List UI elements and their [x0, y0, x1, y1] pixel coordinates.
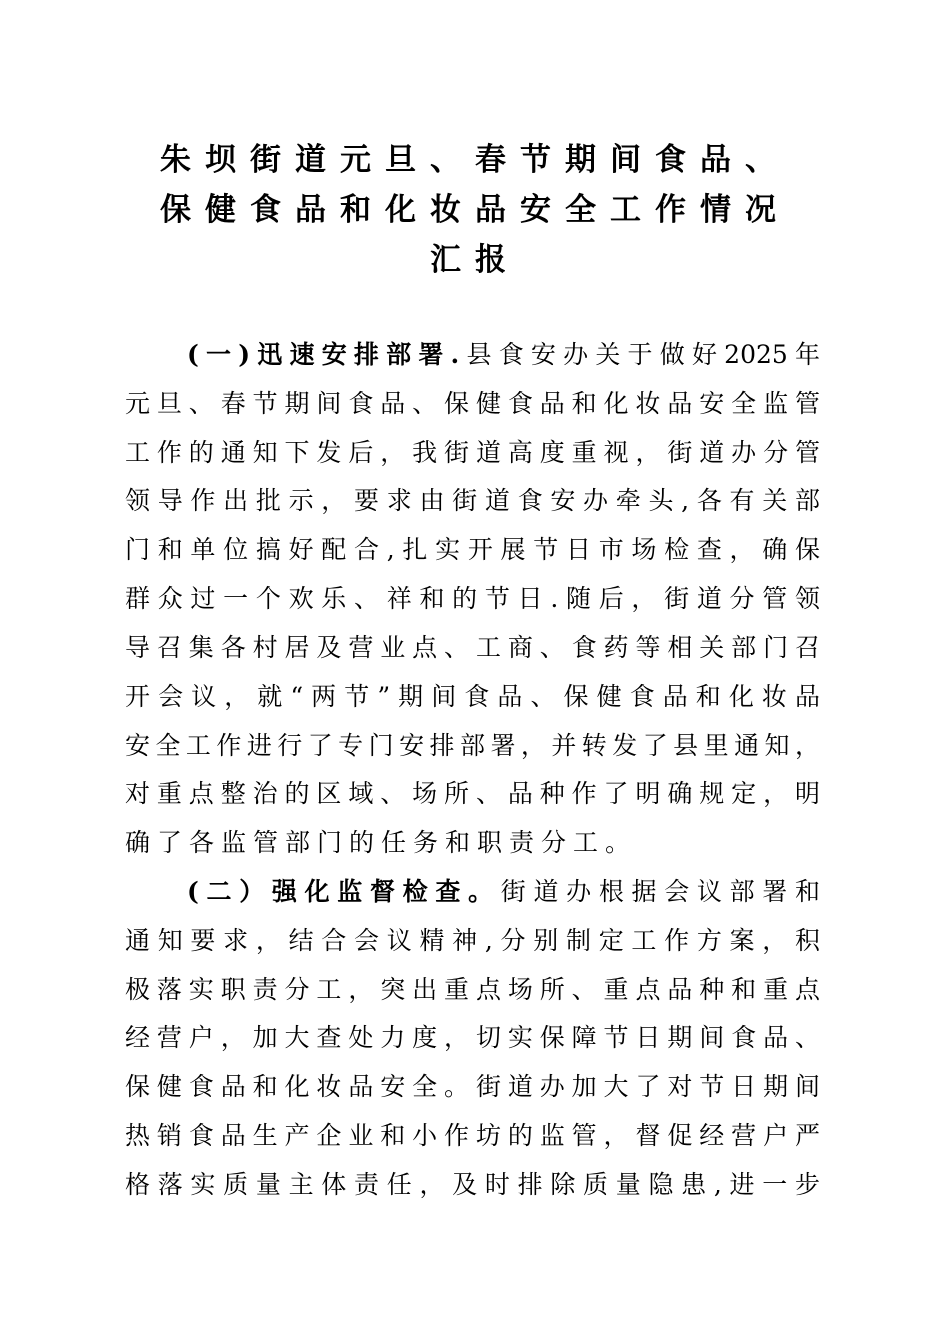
paragraph-line: 对重点整治的区域、场所、品种作了明确规定，明: [125, 779, 820, 808]
section-2-heading: (二）强化监督检查。: [187, 877, 501, 906]
document-title-line-3: 汇报: [430, 242, 520, 278]
paragraph-line: 工作的通知下发后，我街道高度重视，街道办分管: [125, 438, 820, 467]
paragraph-line: 安全工作进行了专门安排部署，并转发了县里通知，: [125, 731, 820, 760]
paragraph-line: 县食安办关于做好2025年: [459, 340, 820, 369]
paragraph-line: 领导作出批示，要求由街道食安办牵头,各有关部: [125, 486, 820, 515]
paragraph-line: 热销食品生产企业和小作坊的监管，督促经营户严: [125, 1121, 820, 1150]
paragraph-line: 街道办根据会议部署和: [500, 877, 820, 906]
section-1-first-line: [187, 338, 820, 372]
paragraph-line: 格落实质量主体责任，及时排除质量隐患,进一步: [125, 1170, 820, 1199]
document-title-line-1: 朱坝街道元旦、春节期间食品、: [160, 142, 790, 178]
paragraph-line: 极落实职责分工，突出重点场所、重点品种和重点: [125, 975, 820, 1004]
paragraph-line: 经营户，加大查处力度，切实保障节日期间食品、: [125, 1023, 820, 1052]
paragraph-line: 确了各监管部门的任务和职责分工。: [125, 828, 638, 857]
section-1-heading: (一)迅速安排部署.: [187, 340, 460, 369]
paragraph-line: 保健食品和化妆品安全。街道办加大了对节日期间: [125, 1072, 820, 1101]
paragraph-line: 通知要求，结合会议精神,分别制定工作方案，积: [125, 926, 820, 955]
document-title-line-2: 保健食品和化妆品安全工作情况: [160, 192, 790, 228]
paragraph-line: 门和单位搞好配合,扎实开展节日市场检查，确保: [125, 535, 820, 564]
paragraph-line: 群众过一个欢乐、祥和的节日.随后，街道分管领: [125, 584, 820, 613]
section-2-first-line: [187, 875, 820, 909]
paragraph-line: 开会议，就“两节”期间食品、保健食品和化妆品: [125, 682, 820, 711]
paragraph-line: 元旦、春节期间食品、保健食品和化妆品安全监管: [125, 389, 820, 418]
paragraph-line: 导召集各村居及营业点、工商、食药等相关部门召: [125, 633, 820, 662]
